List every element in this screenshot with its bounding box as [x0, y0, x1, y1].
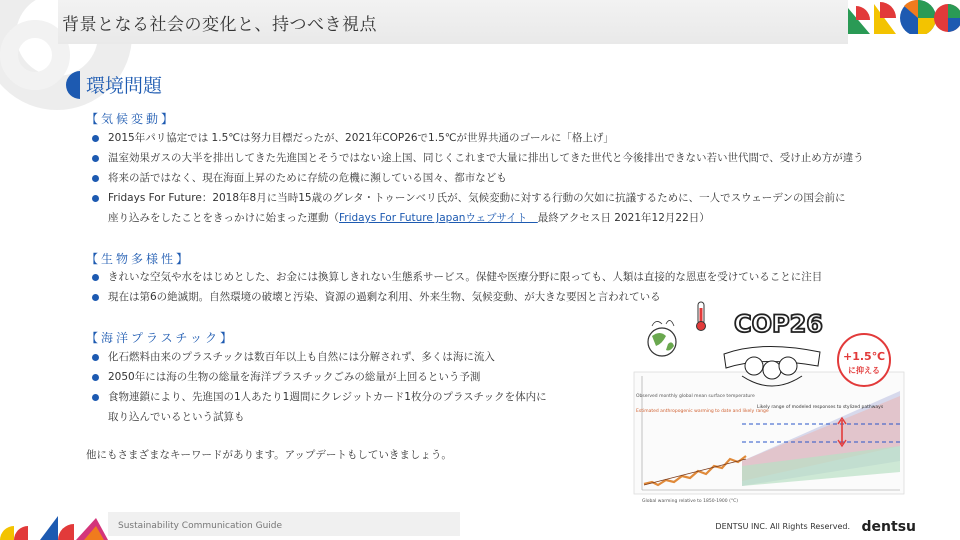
globe-heat-lines — [652, 320, 674, 326]
page-title: 背景となる社会の変化と、持つべき視点 — [62, 15, 377, 35]
food-chain-line-2: 取り込んでいるという試算も — [108, 411, 245, 423]
fridays-line-2-prefix: 座り込みをしたことをきっかけに始まった運動（ — [108, 212, 339, 224]
cop26-illustration — [632, 296, 912, 510]
list-item: 化石燃料由来のプラスチックは数百年以上も自然には分解されず、多くは海に流入 — [86, 347, 586, 367]
ocean-plastic-bullet-list — [86, 347, 586, 427]
list-item-fridays — [86, 188, 906, 228]
chart-caption-estimated: Estimated anthropogenic warming to date and likely range — [636, 409, 769, 414]
list-item: 現在は第6の絶滅期。自然環境の破壊と汚染、資源の過剰な利用、外来生物、気候変動、が大きな要因と言われている — [86, 287, 906, 307]
list-item: 2050年には海の生物の総量を海洋プラスチックごみの総量が上回るという予測 — [86, 367, 586, 387]
cop26-title: COP26 — [734, 310, 824, 338]
category-heading-climate: 【気候変動】 — [86, 112, 177, 126]
copyright-text: DENTSU INC. All Rights Reserved. — [715, 522, 850, 531]
fridays-website-link[interactable]: Fridays For Future Japanウェブサイト — [339, 212, 538, 224]
closing-note: 他にもさまざまなキーワードがあります。アップデートもしていきましょう。 — [86, 449, 452, 461]
category-heading-biodiversity: 【生物多様性】 — [86, 252, 192, 266]
section-title: 環境問題 — [86, 75, 163, 97]
globe-icon — [648, 328, 676, 356]
brand-logo-shapes — [848, 0, 960, 34]
chart-caption-observed: Observed monthly global mean surface temperature — [636, 394, 755, 399]
food-chain-line-1: 食物連鎖により、先進国の1人あたり1週間にクレジットカード1枚分のプラスチックを体内に — [108, 391, 547, 403]
footer-guide-title: Sustainability Communication Guide — [118, 521, 283, 531]
climate-bullet-list — [86, 128, 906, 228]
person-head — [763, 361, 781, 379]
chart-caption-pathways: Likely range of modeled responses to stylized pathways — [757, 405, 884, 410]
badge-line-2: に抑える — [848, 366, 880, 375]
list-item — [86, 387, 586, 427]
footer-logo-shapes — [0, 510, 108, 540]
fridays-line-1: Fridays For Future：2018年8月に当時15歳のグレタ・トゥーンベリ氏が、気候変動に対する行動の欠如に抗議するために、一人でスウェーデンの国会前に — [108, 192, 846, 204]
category-heading-ocean-plastic: 【海洋プラスチック】 — [86, 331, 236, 345]
list-item: きれいな空気や水をはじめとした、お金には換算しきれない生態系サービス。保健や医療分野に限っても、人類は直接的な恩恵を受けていることに注目 — [86, 267, 906, 287]
list-item: 将来の話ではなく、現在海面上昇のために存続の危機に瀕している国々、都市なども — [86, 168, 906, 188]
person-head — [745, 357, 763, 375]
list-item: 2015年パリ協定では 1.5℃は努力目標だったが、2021年COP26で1.5℃が世界共通のゴールに「格上げ」 — [86, 128, 906, 148]
brand-wordmark: dentsu — [861, 519, 916, 535]
list-item: 温室効果ガスの大半を排出してきた先進国とそうではない途上国、同じくこれまで大量に排出してきた世代と今後排出できない若い世代間で、受け止め方が違う — [86, 148, 906, 168]
fridays-line-2-suffix: 最終アクセス日 2021年12月22日） — [537, 212, 710, 224]
chart-axis-caption: Global warming relative to 1850-1900 (°C) — [642, 499, 738, 504]
person-head — [779, 357, 797, 375]
badge-line-1: +1.5℃ — [842, 350, 886, 363]
